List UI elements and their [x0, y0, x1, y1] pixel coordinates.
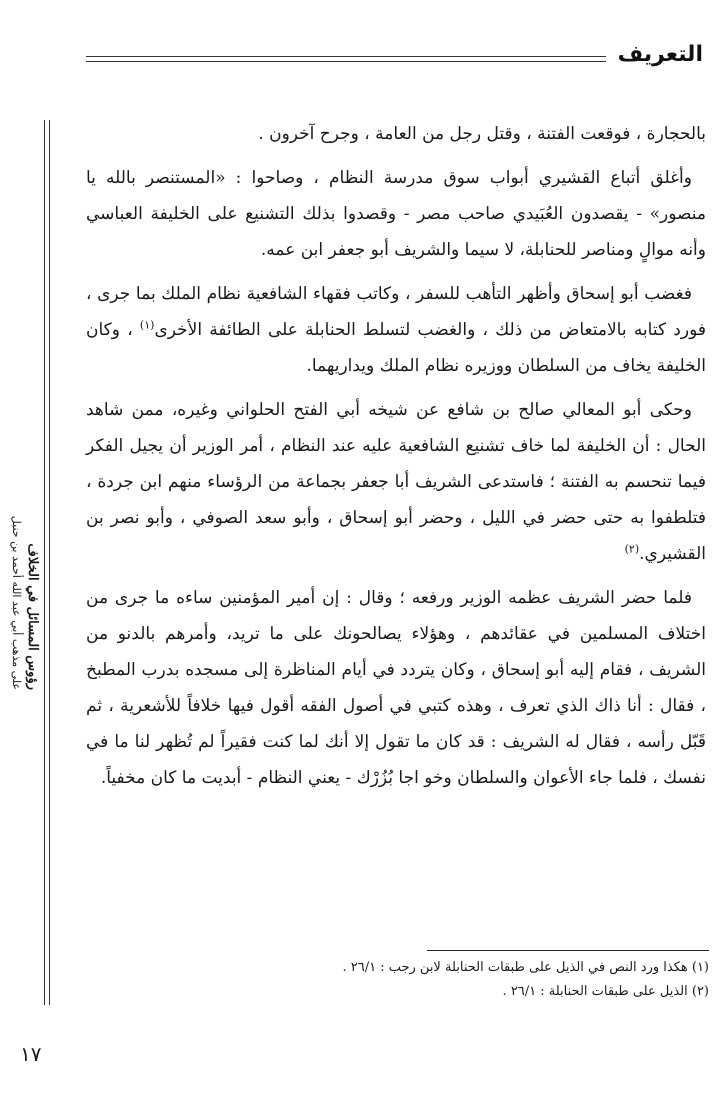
- running-title: [4, 470, 40, 690]
- paragraph-3: [86, 276, 706, 384]
- header-rule: [86, 56, 606, 62]
- paragraph-3-text: فغضب أبو إسحاق وأظهر التأهب للسفر ، وكاتب فقهاء الشافعية نظام الملك بما جرى ، فورد كتابه بالامتعاض من ذلك ، والغضب لتسلط الحنابلة على الطائفة الأخرى: [86, 284, 706, 340]
- paragraph-1: بالحجارة ، فوقعت الفتنة ، وقتل رجل من العامة ، وجرح آخرون .: [258, 124, 706, 144]
- paragraph-5: فلما حضر الشريف عظمه الوزير ورفعه ؛ وقال : إن أمير المؤمنين ساءه ما جرى من اختلاف المسلمين في عقائدهم ، وهؤلاء يصالحونك على ما تريد، وأمرهم بالدنو من الشريف ، فقام إليه أبو إسحاق ، وكان يتردد في أيام المناظرة إلى مسجده بدرب المطبخ ، فقال : أنا ذاك الذي تعرف ، وهذه كتبي في أصول الفقه أقول فيها خلافاً للأشعرية ، ثم قَبّل رأسه ، فقال له الشريف : قد كان ما تقول إلا أنك لما كنت فقيراً لم تُظهر لنا ما في نفسك ، فلما جاء الأعوان والسلطان وخو اجا بُزُرْك - يعني النظام - أبديت ما كان مخفياً.: [86, 588, 707, 788]
- paragraph-4: [86, 392, 706, 572]
- footnote-ref-1: (١): [139, 318, 155, 332]
- footnotes: [109, 956, 709, 1004]
- footnote-1: (١) هكذا ورد النص في الذيل على طبقات الحنابلة لابن رجب : ٢٦/١ .: [342, 960, 709, 975]
- paragraph-2: وأغلق أتباع القشيري أبواب سوق مدرسة النظام ، وصاحوا : «المستنصر بالله يا منصور» - يقصدون العُبَيدي صاحب مصر - وقصدوا بذلك التشنيع على الخليفة العباسي وأنه موالٍ ومناصر للحنابلة، لا سيما والشريف أبو جعفر ابن عمه.: [86, 168, 706, 260]
- footnote-2: (٢) الذيل على طبقات الحنابلة : ٢٦/١ .: [502, 984, 709, 999]
- running-title-line2: على مذهب أبي عبد الله أحمد بن حنبل: [10, 515, 23, 690]
- chapter-heading: التعريف: [617, 42, 703, 67]
- side-rule: [44, 120, 50, 1005]
- footnote-rule: [427, 950, 709, 951]
- paragraph-4-text: وحكى أبو المعالي صالح بن شافع عن شيخه أبي الفتح الحلواني وغيره، ممن شاهد الحال : أن الخليفة لما خاف تشنيع الشافعية عليه عند النظام ، أمر الوزير أن يجيل الفكر فيما تنحسم به الفتنة ؛ فاستدعى الشريف أبا جعفر بجماعة من الرؤساء منهم ابن جردة ، فتلطفوا به حتى حضر في الليل ، وحضر أبو إسحاق ، وأبو سعد الصوفي ، وأبو نصر بن القشيري.: [86, 400, 706, 564]
- paragraph-3-tail: ، وكان الخليفة يخاف من السلطان ووزيره نظام الملك ويداريهما.: [86, 320, 706, 376]
- page-number: ١٧: [20, 1042, 42, 1066]
- footnote-ref-2: (٢): [624, 542, 640, 556]
- body-text: [86, 116, 706, 796]
- running-title-line1: رؤوس المسائل في الخلاف: [25, 543, 40, 690]
